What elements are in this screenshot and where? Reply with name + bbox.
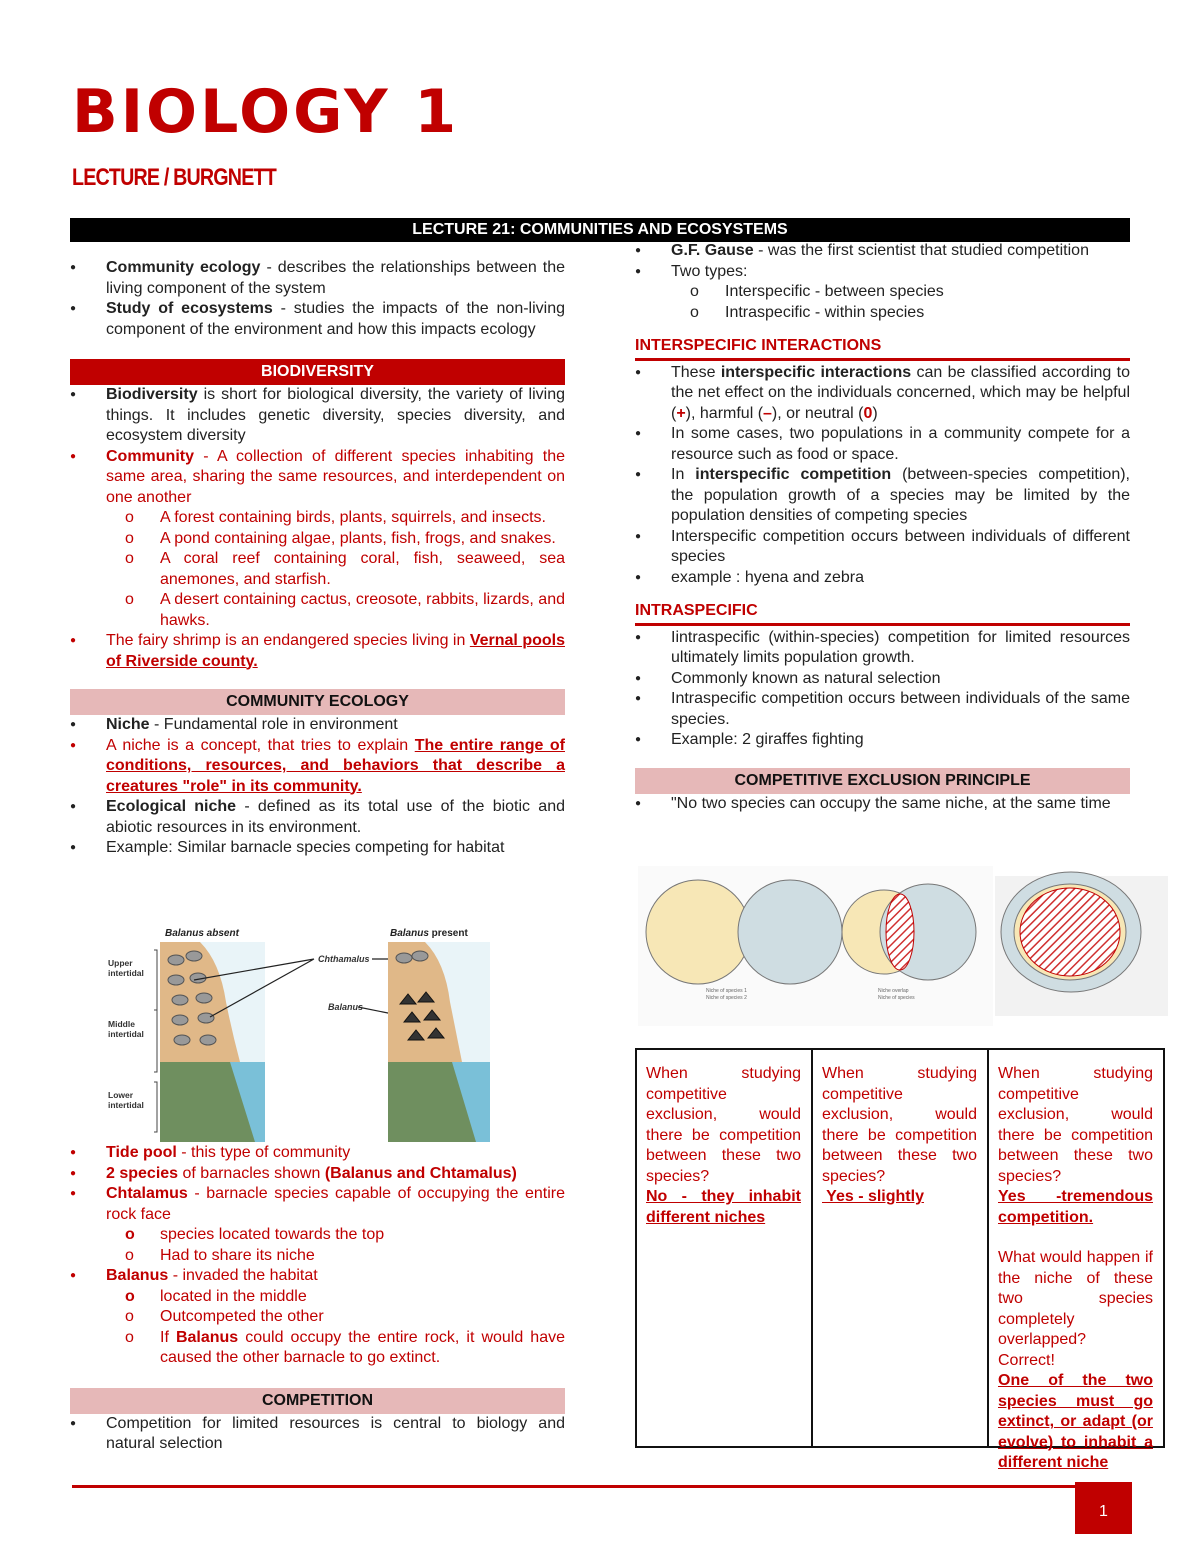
chthamalus-mark [172, 1015, 188, 1025]
list-item [70, 715, 565, 736]
definition: - studies the impacts of the non-living component of the environment and how this impacts ecology [106, 300, 566, 338]
niche-species-1 [646, 880, 750, 984]
list-item: ● "No two species can occupy the same niche, at the same time [635, 794, 1130, 815]
answer-text: One of the two species must go extinct, or adapt (or evolve) to inhabit a different niche [998, 1372, 1153, 1471]
zero-symbol: 0 [863, 404, 873, 422]
list-item [70, 1266, 565, 1369]
text: The fairy shrimp is an endangered species living in [106, 632, 470, 649]
balanus-sublist [106, 1287, 565, 1369]
term: Community [106, 447, 194, 465]
section-heading-intraspecific: INTRASPECIFIC [635, 601, 1130, 626]
term: Study of ecosystems [106, 300, 273, 317]
list-item [70, 797, 565, 838]
list-item [70, 385, 565, 447]
document-subtitle: LECTURE / BURGNETT [72, 164, 276, 191]
text: of barnacles shown [178, 1164, 325, 1182]
intro-list [70, 258, 565, 340]
zone-label: Lower [108, 1090, 134, 1100]
answer-text: Yes - slightly [822, 1188, 924, 1205]
text: A niche is a concept, that tries to explain [106, 736, 415, 754]
answer-text: Yes -tremendous competition. [998, 1188, 1153, 1226]
list-item: o Interspecific - between species [635, 282, 1130, 303]
barnacle-figure [100, 922, 490, 1142]
table-cell [989, 1050, 1163, 1471]
niche-complete-overlap [1020, 888, 1120, 976]
zone-label: Middle [108, 1019, 135, 1029]
list-item [70, 299, 565, 340]
zone-label: intertidal [108, 1029, 144, 1039]
list-item: ● Example: 2 giraffes fighting [635, 730, 1130, 751]
definition: - describes the relationships between the living component of the system [106, 259, 566, 297]
figure-title-right: Balanus present [390, 928, 468, 939]
underlined-text: Vernal pools of Riverside county. [106, 632, 565, 670]
list-item [70, 258, 565, 299]
list-item: ● Competition for limited resources is central to biology and natural selection [70, 1414, 565, 1455]
right-column [635, 241, 1130, 814]
list-item [635, 241, 1130, 262]
text: could occupy the entire rock, it would have caused the other barnacle to go extinct. [160, 1328, 565, 1366]
document-title: BIOLOGY 1 [72, 77, 460, 147]
chthamalus-mark [200, 1035, 216, 1045]
list-item: ● Example: Similar barnacle species competing for habitat [70, 838, 565, 859]
niche-species-2 [738, 880, 842, 984]
term: Tide pool [106, 1144, 177, 1161]
list-item [70, 447, 565, 632]
exclusion-list [635, 794, 1130, 815]
term: Ecological niche [106, 798, 237, 815]
list-item: o A coral reef containing coral, fish, seaweed, sea anemones, and starfish. [70, 549, 565, 590]
list-item: ● Intraspecific competition occurs between individuals of the same species. [635, 689, 1130, 730]
list-item: o A pond containing algae, plants, fish, frogs, and snakes. [70, 529, 565, 550]
biodiversity-list [70, 385, 565, 672]
tide-pool-list [70, 1143, 565, 1369]
term: Chtalamus [106, 1185, 188, 1202]
text: Two types: [671, 262, 748, 280]
diagram-caption: Niche of species 2 [706, 995, 747, 1001]
list-item: ● In some cases, two populations in a community compete for a resource such as food or space. [635, 424, 1130, 465]
term: Community ecology [106, 259, 261, 276]
chthamalus-mark [186, 951, 202, 961]
term: Niche [106, 716, 150, 733]
list-item [70, 631, 565, 672]
list-item [70, 736, 565, 798]
lecture-title-bar: LECTURE 21: COMMUNITIES AND ECOSYSTEMS [70, 218, 1130, 242]
niche-overlap-area [886, 894, 914, 970]
definition: - Fundamental role in environment [149, 716, 398, 733]
footer-line [72, 1485, 1132, 1488]
bold-text: (Balanus and Chtamalus) [324, 1164, 517, 1182]
question-text: When studying competitive exclusion, would there be competition between these two species? [646, 1065, 801, 1185]
chthamalus-mark [396, 953, 412, 963]
chthamalus-mark [198, 1013, 214, 1023]
list-item: ● Commonly known as natural selection [635, 669, 1130, 690]
zone-brackets [154, 950, 157, 1132]
chtalamus-sublist [106, 1225, 565, 1266]
minus-symbol: – [763, 404, 772, 422]
table-cell [813, 1050, 989, 1446]
list-item: o Had to share its niche [70, 1246, 565, 1267]
community-ecology-list [70, 715, 565, 859]
list-item: o species located towards the top [70, 1225, 565, 1246]
figure-title-left: Balanus absent [165, 928, 239, 939]
bold-text: Balanus [175, 1328, 239, 1346]
correct-text: Correct! [998, 1351, 1055, 1369]
list-item: o Outcompeted the other [70, 1307, 565, 1328]
term: 2 species [106, 1164, 179, 1182]
chthamalus-mark [172, 995, 188, 1005]
zone-label: intertidal [108, 968, 144, 978]
term: Biodiversity [106, 386, 198, 403]
chthamalus-mark [174, 1035, 190, 1045]
interspecific-list [635, 363, 1130, 589]
definition: is short for biological diversity, the variety of living things. It includes genetic diversity, species diversity, and ecosystem diversity [106, 386, 565, 444]
types-sublist [671, 282, 1130, 323]
list-item [635, 262, 1130, 324]
term: G.F. Gause [671, 242, 754, 259]
definition: - this type of community [176, 1144, 351, 1161]
list-item: o Intraspecific - within species [635, 303, 1130, 324]
left-column-lower [70, 1143, 565, 1455]
list-item [70, 1164, 565, 1185]
diagram-caption: Niche overlap [878, 988, 909, 994]
competition-continued-list [635, 241, 1130, 323]
definition: - was the first scientist that studied competition [753, 242, 1089, 259]
list-item: o A desert containing cactus, creosote, rabbits, lizards, and hawks. [70, 590, 565, 631]
zone-label: intertidal [108, 1100, 144, 1110]
exclusion-question-table [635, 1048, 1165, 1471]
niche-overlap-figure [638, 866, 1168, 1026]
term: interspecific competition [695, 466, 892, 483]
left-column [70, 258, 565, 859]
definition: - defined as its total use of the biotic and abiotic resources in its environment. [106, 798, 566, 836]
diagram-caption: Niche of species 1 [706, 988, 747, 994]
section-heading-biodiversity: BIODIVERSITY [70, 359, 565, 385]
list-item [70, 1143, 565, 1164]
table-cell [637, 1050, 813, 1446]
list-item: o A forest containing birds, plants, squirrels, and insects. [70, 508, 565, 529]
text: If [160, 1328, 176, 1346]
definition: - barnacle species capable of occupying the entire rock face [106, 1185, 565, 1223]
list-item: ● Interspecific competition occurs between individuals of different species [635, 527, 1130, 568]
list-item: ● example : hyena and zebra [635, 568, 1130, 589]
question-text: When studying competitive exclusion, would there be competition between these two species? [998, 1065, 1153, 1185]
list-item: ● These interspecific interactions can be classified according to the net effect on the individuals concerned, which may be helpful (+), harmful (–), or neutral (0) [635, 363, 1130, 425]
term: Balanus [106, 1267, 169, 1284]
section-heading-community-ecology: COMMUNITY ECOLOGY [70, 689, 565, 715]
section-heading-competitive-exclusion: COMPETITIVE EXCLUSION PRINCIPLE [635, 768, 1130, 794]
examples-list [106, 508, 565, 631]
zone-label: Upper [108, 958, 133, 968]
chthamalus-mark [412, 951, 428, 961]
competition-list [70, 1414, 565, 1455]
plus-symbol: + [676, 404, 686, 422]
section-heading-competition: COMPETITION [70, 1388, 565, 1414]
list-item [70, 1328, 565, 1369]
answer-text: No - they inhabit different niches [646, 1188, 801, 1226]
label-balanus: Balanus [328, 1002, 364, 1012]
term: interspecific interactions [720, 363, 912, 381]
section-heading-interspecific: INTERSPECIFIC INTERACTIONS [635, 336, 1130, 361]
list-item: ● In interspecific competition (between-species competition), the population growth of a species may be limited by the population densities of competing species [635, 465, 1130, 527]
label-chthamalus: Chthamalus [318, 954, 370, 964]
chthamalus-mark [168, 975, 184, 985]
list-item [70, 1184, 565, 1266]
underlined-text: The entire range of conditions, resources, and behaviors that describe a creatures "role" in its community. [106, 736, 565, 795]
chthamalus-mark [168, 955, 184, 965]
question-text: When studying competitive exclusion, would there be competition between these two species? [822, 1065, 977, 1185]
list-item: o located in the middle [70, 1287, 565, 1308]
question-text: What would happen if the niche of these two species completely overlapped? [998, 1249, 1153, 1348]
chthamalus-mark [196, 993, 212, 1003]
diagram-caption: Niche of species [878, 995, 915, 1001]
list-item: ● Iintraspecific (within-species) competition for limited resources ultimately limits population growth. [635, 628, 1130, 669]
page-number: 1 [1075, 1482, 1132, 1534]
definition: - A collection of different species inhabiting the same area, sharing the same resources, and interdependent on one another [106, 447, 565, 506]
definition: - invaded the habitat [168, 1267, 318, 1284]
intraspecific-list [635, 628, 1130, 751]
